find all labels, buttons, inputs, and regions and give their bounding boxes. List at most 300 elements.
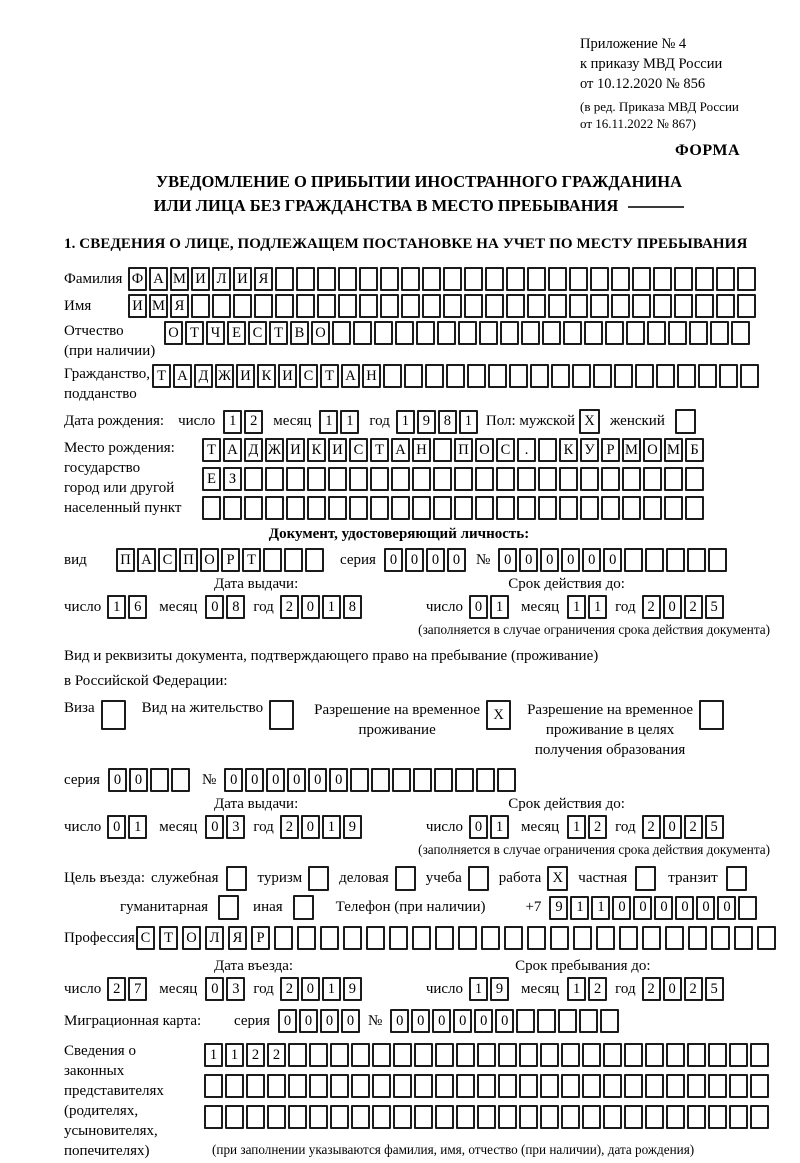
char-cell[interactable]: К [559, 438, 578, 462]
char-cell[interactable] [414, 1074, 433, 1098]
char-cell[interactable] [351, 1105, 370, 1129]
char-cell[interactable] [516, 1009, 535, 1033]
char-cell[interactable] [267, 1105, 286, 1129]
char-cell[interactable]: 0 [320, 1009, 339, 1033]
char-cell[interactable] [653, 294, 672, 318]
char-cell[interactable] [171, 768, 190, 792]
char-cell[interactable] [605, 321, 624, 345]
char-cell[interactable]: 0 [498, 548, 517, 572]
char-cell[interactable] [477, 1105, 496, 1129]
char-cell[interactable] [349, 496, 368, 520]
char-cell[interactable] [456, 1043, 475, 1067]
char-cell[interactable] [392, 768, 411, 792]
char-cell[interactable]: А [391, 438, 410, 462]
char-cell[interactable] [435, 1105, 454, 1129]
char-cell[interactable] [202, 496, 221, 520]
char-cell[interactable]: 9 [343, 977, 362, 1001]
char-cell[interactable] [481, 926, 500, 950]
char-cell[interactable]: М [664, 438, 683, 462]
char-cell[interactable]: Ф [128, 267, 147, 291]
char-cell[interactable]: 0 [411, 1009, 430, 1033]
char-cell[interactable]: К [307, 438, 326, 462]
char-cell[interactable]: Л [212, 267, 231, 291]
char-cell[interactable] [204, 1105, 223, 1129]
char-cell[interactable] [737, 294, 756, 318]
char-cell[interactable] [413, 768, 432, 792]
char-cell[interactable]: 0 [474, 1009, 493, 1033]
char-cell[interactable]: П [179, 548, 198, 572]
char-cell[interactable] [288, 1074, 307, 1098]
char-cell[interactable]: 0 [341, 1009, 360, 1033]
char-cell[interactable] [383, 364, 402, 388]
char-cell[interactable] [435, 1043, 454, 1067]
char-cell[interactable]: 5 [705, 595, 724, 619]
char-cell[interactable]: М [149, 294, 168, 318]
char-cell[interactable] [284, 548, 303, 572]
char-cell[interactable] [664, 467, 683, 491]
char-cell[interactable] [500, 321, 519, 345]
char-cell[interactable] [540, 1105, 559, 1129]
char-cell[interactable] [351, 1043, 370, 1067]
char-cell[interactable] [685, 467, 704, 491]
char-cell[interactable] [716, 267, 735, 291]
char-cell[interactable] [254, 294, 273, 318]
char-cell[interactable] [666, 1043, 685, 1067]
char-cell[interactable] [632, 294, 651, 318]
char-cell[interactable]: Т [269, 321, 288, 345]
char-cell[interactable] [395, 321, 414, 345]
char-cell[interactable]: 2 [684, 977, 703, 1001]
char-cell[interactable] [645, 1105, 664, 1129]
char-cell[interactable]: 2 [642, 977, 661, 1001]
char-cell[interactable] [330, 1105, 349, 1129]
char-cell[interactable] [572, 364, 591, 388]
char-cell[interactable]: 1 [591, 896, 610, 920]
char-cell[interactable]: . [517, 438, 536, 462]
char-cell[interactable]: М [622, 438, 641, 462]
char-cell[interactable]: 0 [675, 896, 694, 920]
char-cell[interactable] [506, 294, 525, 318]
char-cell[interactable] [519, 1105, 538, 1129]
char-cell[interactable] [519, 1043, 538, 1067]
char-cell[interactable] [496, 496, 515, 520]
char-cell[interactable] [647, 321, 666, 345]
char-cell[interactable]: Я [228, 926, 247, 950]
char-cell[interactable] [267, 1074, 286, 1098]
char-cell[interactable]: 0 [561, 548, 580, 572]
char-cell[interactable]: Ч [206, 321, 225, 345]
char-cell[interactable]: Б [685, 438, 704, 462]
char-cell[interactable] [443, 267, 462, 291]
char-cell[interactable] [372, 1043, 391, 1067]
char-cell[interactable] [563, 321, 582, 345]
char-cell[interactable]: 1 [107, 595, 126, 619]
char-cell[interactable] [530, 364, 549, 388]
char-cell[interactable] [750, 1105, 769, 1129]
temp-residence-checkbox[interactable]: X [486, 700, 511, 730]
char-cell[interactable] [716, 294, 735, 318]
char-cell[interactable]: 0 [384, 548, 403, 572]
char-cell[interactable]: 1 [567, 595, 586, 619]
char-cell[interactable] [246, 1074, 265, 1098]
char-cell[interactable]: 2 [280, 815, 299, 839]
char-cell[interactable] [191, 294, 210, 318]
char-cell[interactable] [527, 926, 546, 950]
char-cell[interactable] [317, 294, 336, 318]
char-cell[interactable]: 1 [322, 977, 341, 1001]
char-cell[interactable]: 0 [205, 595, 224, 619]
char-cell[interactable] [590, 267, 609, 291]
char-cell[interactable]: А [137, 548, 156, 572]
char-cell[interactable]: 2 [642, 815, 661, 839]
char-cell[interactable]: А [149, 267, 168, 291]
char-cell[interactable] [687, 1043, 706, 1067]
char-cell[interactable] [550, 926, 569, 950]
char-cell[interactable]: 3 [226, 977, 245, 1001]
char-cell[interactable] [596, 926, 615, 950]
char-cell[interactable] [538, 496, 557, 520]
char-cell[interactable] [708, 548, 727, 572]
sex-female-checkbox[interactable] [675, 409, 696, 434]
char-cell[interactable] [454, 467, 473, 491]
char-cell[interactable] [573, 926, 592, 950]
char-cell[interactable] [643, 496, 662, 520]
char-cell[interactable] [687, 1074, 706, 1098]
char-cell[interactable]: 1 [319, 410, 338, 434]
char-cell[interactable]: О [643, 438, 662, 462]
char-cell[interactable] [731, 321, 750, 345]
char-cell[interactable]: Д [244, 438, 263, 462]
char-cell[interactable]: Н [412, 438, 431, 462]
char-cell[interactable] [309, 1074, 328, 1098]
purpose-tourism-checkbox[interactable] [308, 866, 329, 891]
char-cell[interactable] [320, 926, 339, 950]
char-cell[interactable] [454, 496, 473, 520]
char-cell[interactable] [458, 321, 477, 345]
char-cell[interactable] [517, 496, 536, 520]
char-cell[interactable] [371, 768, 390, 792]
char-cell[interactable]: 0 [447, 548, 466, 572]
char-cell[interactable]: С [299, 364, 318, 388]
char-cell[interactable]: 0 [405, 548, 424, 572]
char-cell[interactable] [498, 1105, 517, 1129]
char-cell[interactable] [275, 267, 294, 291]
char-cell[interactable]: 2 [684, 595, 703, 619]
char-cell[interactable] [380, 267, 399, 291]
char-cell[interactable] [593, 364, 612, 388]
char-cell[interactable]: И [328, 438, 347, 462]
char-cell[interactable] [579, 1009, 598, 1033]
char-cell[interactable]: А [223, 438, 242, 462]
purpose-business-checkbox[interactable] [226, 866, 247, 891]
char-cell[interactable]: 2 [267, 1043, 286, 1067]
char-cell[interactable] [698, 364, 717, 388]
char-cell[interactable] [750, 1074, 769, 1098]
char-cell[interactable] [353, 321, 372, 345]
char-cell[interactable] [645, 1043, 664, 1067]
char-cell[interactable] [433, 467, 452, 491]
char-cell[interactable]: 0 [426, 548, 445, 572]
char-cell[interactable] [366, 926, 385, 950]
char-cell[interactable] [246, 1105, 265, 1129]
char-cell[interactable] [688, 926, 707, 950]
char-cell[interactable] [317, 267, 336, 291]
char-cell[interactable] [558, 1009, 577, 1033]
char-cell[interactable] [551, 364, 570, 388]
char-cell[interactable] [624, 1105, 643, 1129]
char-cell[interactable] [288, 1105, 307, 1129]
char-cell[interactable] [296, 294, 315, 318]
char-cell[interactable] [372, 1105, 391, 1129]
char-cell[interactable]: 7 [128, 977, 147, 1001]
char-cell[interactable] [537, 1009, 556, 1033]
char-cell[interactable] [711, 926, 730, 950]
char-cell[interactable] [519, 1074, 538, 1098]
char-cell[interactable]: 1 [225, 1043, 244, 1067]
char-cell[interactable] [351, 1074, 370, 1098]
char-cell[interactable]: К [257, 364, 276, 388]
char-cell[interactable] [456, 1074, 475, 1098]
char-cell[interactable] [225, 1105, 244, 1129]
char-cell[interactable] [521, 321, 540, 345]
char-cell[interactable]: П [116, 548, 135, 572]
char-cell[interactable] [750, 1043, 769, 1067]
char-cell[interactable]: В [290, 321, 309, 345]
char-cell[interactable]: 5 [705, 977, 724, 1001]
char-cell[interactable] [614, 364, 633, 388]
char-cell[interactable]: 0 [205, 977, 224, 1001]
char-cell[interactable] [538, 467, 557, 491]
char-cell[interactable] [414, 1105, 433, 1129]
char-cell[interactable] [687, 548, 706, 572]
char-cell[interactable] [738, 896, 757, 920]
char-cell[interactable] [740, 364, 759, 388]
char-cell[interactable] [645, 548, 664, 572]
char-cell[interactable] [580, 467, 599, 491]
char-cell[interactable]: 0 [432, 1009, 451, 1033]
char-cell[interactable]: 0 [107, 815, 126, 839]
char-cell[interactable]: С [349, 438, 368, 462]
char-cell[interactable] [422, 294, 441, 318]
char-cell[interactable] [433, 496, 452, 520]
char-cell[interactable] [561, 1074, 580, 1098]
char-cell[interactable] [517, 467, 536, 491]
char-cell[interactable]: Д [194, 364, 213, 388]
char-cell[interactable]: 2 [588, 977, 607, 1001]
char-cell[interactable]: 0 [390, 1009, 409, 1033]
char-cell[interactable] [338, 267, 357, 291]
char-cell[interactable]: 0 [540, 548, 559, 572]
char-cell[interactable]: С [496, 438, 515, 462]
char-cell[interactable]: 6 [128, 595, 147, 619]
char-cell[interactable] [734, 926, 753, 950]
char-cell[interactable]: О [164, 321, 183, 345]
char-cell[interactable]: Т [242, 548, 261, 572]
char-cell[interactable] [601, 467, 620, 491]
char-cell[interactable]: 8 [438, 410, 457, 434]
char-cell[interactable]: Р [251, 926, 270, 950]
char-cell[interactable]: 2 [642, 595, 661, 619]
residence-permit-checkbox[interactable] [269, 700, 294, 730]
char-cell[interactable] [561, 1043, 580, 1067]
char-cell[interactable]: 3 [226, 815, 245, 839]
char-cell[interactable] [456, 1105, 475, 1129]
char-cell[interactable]: 0 [663, 977, 682, 1001]
char-cell[interactable]: 0 [108, 768, 127, 792]
char-cell[interactable] [677, 364, 696, 388]
char-cell[interactable]: 0 [299, 1009, 318, 1033]
char-cell[interactable]: 0 [603, 548, 622, 572]
char-cell[interactable]: Р [221, 548, 240, 572]
char-cell[interactable] [275, 294, 294, 318]
char-cell[interactable]: Т [320, 364, 339, 388]
char-cell[interactable] [498, 1074, 517, 1098]
char-cell[interactable]: 0 [696, 896, 715, 920]
char-cell[interactable] [330, 1043, 349, 1067]
char-cell[interactable]: 0 [301, 595, 320, 619]
char-cell[interactable]: 0 [205, 815, 224, 839]
purpose-commercial-checkbox[interactable] [395, 866, 416, 891]
char-cell[interactable] [372, 1074, 391, 1098]
purpose-private-checkbox[interactable] [635, 866, 656, 891]
char-cell[interactable] [244, 496, 263, 520]
char-cell[interactable]: Ж [215, 364, 234, 388]
purpose-humanitarian-checkbox[interactable] [218, 895, 239, 920]
char-cell[interactable] [580, 496, 599, 520]
char-cell[interactable] [582, 1074, 601, 1098]
char-cell[interactable] [710, 321, 729, 345]
char-cell[interactable] [332, 321, 351, 345]
char-cell[interactable] [286, 467, 305, 491]
char-cell[interactable] [685, 496, 704, 520]
char-cell[interactable] [674, 267, 693, 291]
char-cell[interactable]: С [136, 926, 155, 950]
char-cell[interactable] [343, 926, 362, 950]
char-cell[interactable] [380, 294, 399, 318]
char-cell[interactable]: М [170, 267, 189, 291]
char-cell[interactable] [687, 1105, 706, 1129]
char-cell[interactable] [498, 1043, 517, 1067]
char-cell[interactable]: 0 [287, 768, 306, 792]
char-cell[interactable]: 0 [301, 977, 320, 1001]
char-cell[interactable] [212, 294, 231, 318]
char-cell[interactable] [393, 1074, 412, 1098]
char-cell[interactable]: О [182, 926, 201, 950]
char-cell[interactable]: С [248, 321, 267, 345]
char-cell[interactable] [433, 438, 452, 462]
char-cell[interactable]: Л [205, 926, 224, 950]
char-cell[interactable] [737, 267, 756, 291]
char-cell[interactable]: Т [185, 321, 204, 345]
char-cell[interactable] [624, 548, 643, 572]
purpose-transit-checkbox[interactable] [726, 866, 747, 891]
char-cell[interactable] [416, 321, 435, 345]
char-cell[interactable] [538, 438, 557, 462]
char-cell[interactable] [708, 1074, 727, 1098]
char-cell[interactable] [475, 467, 494, 491]
char-cell[interactable]: 1 [567, 815, 586, 839]
char-cell[interactable] [393, 1105, 412, 1129]
char-cell[interactable] [412, 467, 431, 491]
char-cell[interactable]: 0 [266, 768, 285, 792]
char-cell[interactable]: Р [601, 438, 620, 462]
char-cell[interactable] [506, 267, 525, 291]
char-cell[interactable] [477, 1043, 496, 1067]
char-cell[interactable] [548, 294, 567, 318]
char-cell[interactable]: И [278, 364, 297, 388]
char-cell[interactable]: 1 [340, 410, 359, 434]
char-cell[interactable]: У [580, 438, 599, 462]
char-cell[interactable] [497, 768, 516, 792]
char-cell[interactable]: 0 [469, 595, 488, 619]
char-cell[interactable] [467, 364, 486, 388]
char-cell[interactable] [624, 1074, 643, 1098]
char-cell[interactable] [622, 496, 641, 520]
char-cell[interactable] [540, 1074, 559, 1098]
char-cell[interactable] [653, 267, 672, 291]
purpose-work-checkbox[interactable]: X [547, 866, 568, 891]
char-cell[interactable]: И [233, 267, 252, 291]
char-cell[interactable]: 1 [490, 595, 509, 619]
char-cell[interactable]: 0 [245, 768, 264, 792]
char-cell[interactable]: 2 [280, 595, 299, 619]
char-cell[interactable] [370, 467, 389, 491]
char-cell[interactable] [307, 496, 326, 520]
char-cell[interactable] [548, 267, 567, 291]
char-cell[interactable]: 0 [654, 896, 673, 920]
char-cell[interactable]: Е [227, 321, 246, 345]
char-cell[interactable] [584, 321, 603, 345]
char-cell[interactable]: И [128, 294, 147, 318]
char-cell[interactable] [590, 294, 609, 318]
char-cell[interactable]: 0 [633, 896, 652, 920]
char-cell[interactable]: Т [370, 438, 389, 462]
char-cell[interactable]: 2 [588, 815, 607, 839]
char-cell[interactable]: О [311, 321, 330, 345]
char-cell[interactable] [225, 1074, 244, 1098]
char-cell[interactable] [150, 768, 169, 792]
char-cell[interactable] [509, 364, 528, 388]
char-cell[interactable]: Е [202, 467, 221, 491]
char-cell[interactable] [666, 548, 685, 572]
purpose-study-checkbox[interactable] [468, 866, 489, 891]
char-cell[interactable]: О [475, 438, 494, 462]
char-cell[interactable] [265, 496, 284, 520]
char-cell[interactable] [695, 294, 714, 318]
char-cell[interactable] [540, 1043, 559, 1067]
char-cell[interactable]: 0 [495, 1009, 514, 1033]
char-cell[interactable]: 2 [244, 410, 263, 434]
char-cell[interactable] [359, 267, 378, 291]
char-cell[interactable] [729, 1074, 748, 1098]
char-cell[interactable] [359, 294, 378, 318]
char-cell[interactable]: 1 [469, 977, 488, 1001]
char-cell[interactable]: 0 [224, 768, 243, 792]
char-cell[interactable] [485, 267, 504, 291]
char-cell[interactable]: Т [152, 364, 171, 388]
char-cell[interactable] [296, 267, 315, 291]
char-cell[interactable] [401, 267, 420, 291]
char-cell[interactable]: Н [362, 364, 381, 388]
char-cell[interactable]: 8 [226, 595, 245, 619]
char-cell[interactable] [274, 926, 293, 950]
char-cell[interactable]: 0 [129, 768, 148, 792]
char-cell[interactable] [443, 294, 462, 318]
char-cell[interactable] [393, 1043, 412, 1067]
char-cell[interactable] [204, 1074, 223, 1098]
char-cell[interactable] [464, 294, 483, 318]
visa-checkbox[interactable] [101, 700, 126, 730]
